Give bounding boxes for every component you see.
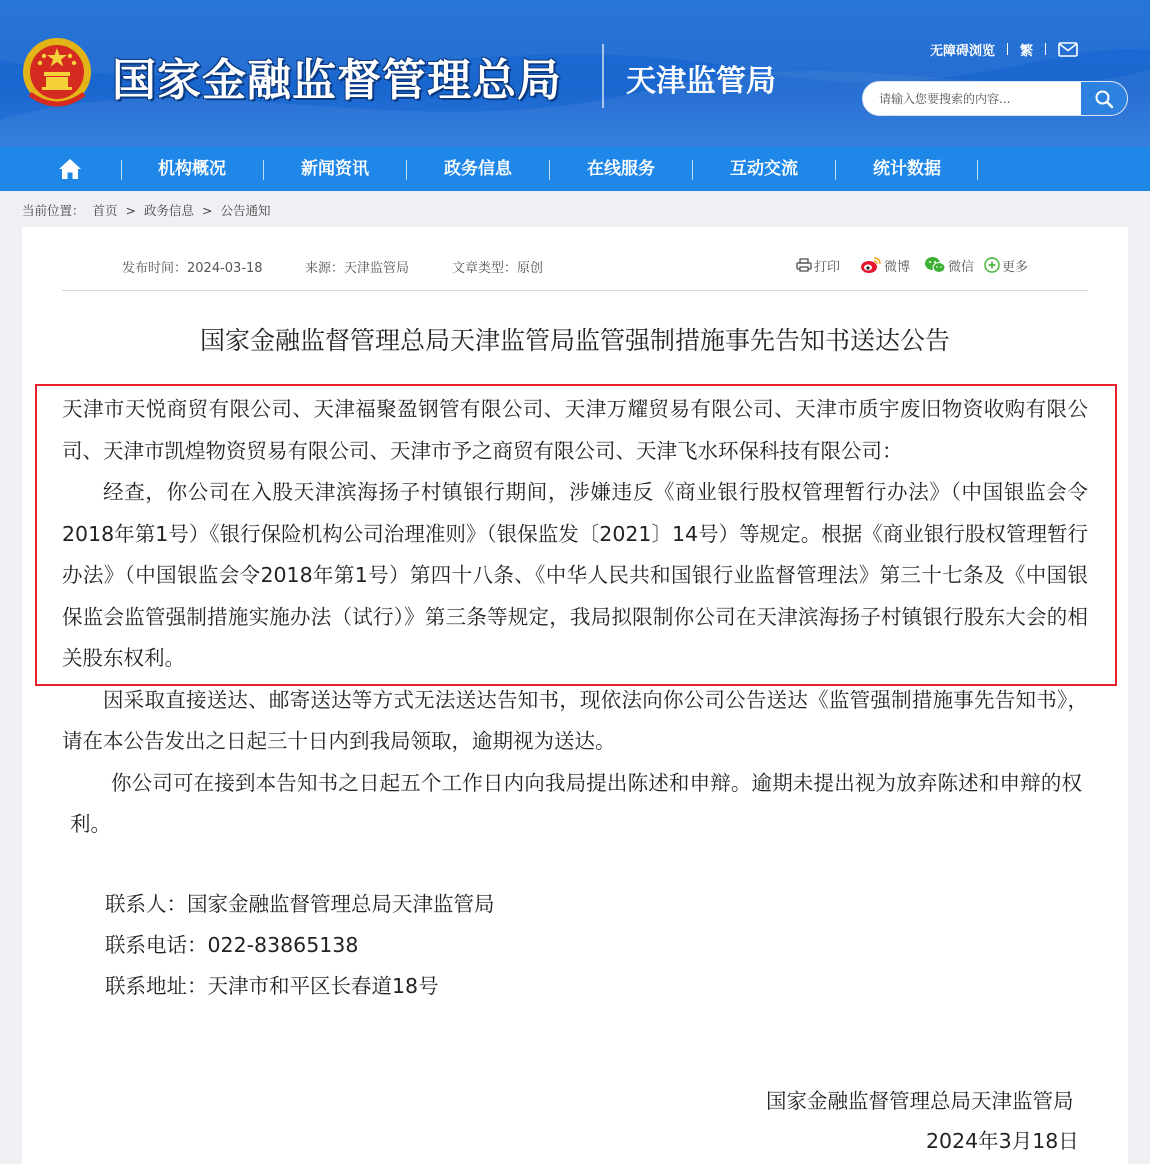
mail-icon[interactable] xyxy=(1058,42,1078,57)
national-emblem-icon xyxy=(20,34,94,112)
nav-item-news[interactable]: 新闻资讯 xyxy=(301,159,369,179)
contact-address: 联系地址：天津市和平区长春道18号 xyxy=(105,974,439,998)
wechat-label: 微信 xyxy=(948,259,975,275)
home-icon xyxy=(57,157,83,181)
more-share-button[interactable] xyxy=(984,256,1028,275)
breadcrumb xyxy=(22,201,274,219)
article-type: 文章类型：原创 xyxy=(452,261,544,276)
nav-separator xyxy=(977,160,978,180)
plus-circle-icon xyxy=(984,257,1000,273)
wechat-icon xyxy=(924,256,946,274)
weibo-label: 微博 xyxy=(884,259,911,275)
meta-divider xyxy=(62,290,1088,291)
publish-time: 发布时间：2024-03-18 xyxy=(122,261,263,276)
addressee-paragraph: 天津市天悦商贸有限公司、天津福聚盈钢管有限公司、天津万耀贸易有限公司、天津市质宇废旧物资收购有限公司、天津市凯煌物资贸易有限公司、天津市予之商贸有限公司、天津飞水环保科技有限公司： xyxy=(62,397,1088,463)
accessible-link[interactable]: 无障碍浏览 xyxy=(930,43,996,59)
nav-item-about[interactable]: 机构概况 xyxy=(158,159,226,179)
print-button[interactable] xyxy=(796,256,840,275)
search-box xyxy=(862,81,1128,116)
more-label: 更多 xyxy=(1002,259,1029,275)
contact-person: 联系人：国家金融监督管理总局天津监管局 xyxy=(105,892,495,916)
site-sub-title: 天津监管局 xyxy=(626,64,776,99)
print-label: 打印 xyxy=(814,259,841,275)
site-header xyxy=(0,0,1150,147)
top-links xyxy=(930,38,1078,60)
article-body xyxy=(62,389,1088,846)
weibo-share-button[interactable] xyxy=(860,256,910,275)
nav-item-interaction[interactable]: 互动交流 xyxy=(730,159,798,179)
share-bar xyxy=(796,255,1038,275)
breadcrumb-separator: > xyxy=(201,203,213,218)
search-button[interactable] xyxy=(1081,82,1127,115)
delivery-paragraph: 因采取直接送达、邮寄送达等方式无法送达告知书，现依法向你公司公告送达《监管强制措施事先告知书》，请在本公告发出之日起三十日内到我局领取，逾期视为送达。 xyxy=(62,687,1088,753)
signature-date: 2024年3月18日 xyxy=(926,1129,1079,1153)
finding-paragraph: 经查，你公司在入股天津滨海扬子村镇银行期间，涉嫌违反《商业银行股权管理暂行办法》（中国银监会令2018年第1号）《银行保险机构公司治理准则》（银保监发〔2021〕14号）等规定。根据《商业银行股权管理暂行办法》（中国银监会令2018年第1号）第四十八条、《中华人民共和国银行业监督管理法》第三十七条及《中国银保监会监管强制措施实施办法（试行）》第三条等规定，我局拟限制你公司在天津滨海扬子村镇银行股东大会的相关股东权利。 xyxy=(62,480,1088,670)
printer-icon xyxy=(796,258,812,272)
weibo-icon xyxy=(860,256,882,274)
search-input[interactable] xyxy=(863,82,1083,115)
main-nav xyxy=(0,147,1150,191)
nav-home[interactable] xyxy=(48,155,92,183)
breadcrumb-home[interactable]: 首页 xyxy=(92,203,118,218)
title-divider xyxy=(602,44,604,108)
nav-item-statistics[interactable]: 统计数据 xyxy=(873,159,941,179)
nav-item-government-info[interactable]: 政务信息 xyxy=(444,159,512,179)
link-separator xyxy=(1045,43,1046,55)
wechat-share-button[interactable] xyxy=(924,256,974,275)
traditional-chinese-link[interactable]: 繁 xyxy=(1020,43,1034,59)
breadcrumb-government-info[interactable]: 政务信息 xyxy=(143,203,194,218)
breadcrumb-notices[interactable]: 公告通知 xyxy=(220,203,271,218)
article-title: 国家金融监督管理总局天津监管局监管强制措施事先告知书送达公告 xyxy=(199,326,950,355)
signature-org: 国家金融监督管理总局天津监管局 xyxy=(766,1089,1074,1113)
nav-item-online-service[interactable]: 在线服务 xyxy=(587,159,655,179)
article-panel xyxy=(22,227,1128,1164)
article-source: 来源：天津监管局 xyxy=(305,261,410,276)
appeal-paragraph: 你公司可在接到本告知书之日起五个工作日内向我局提出陈述和申辩。逾期未提出视为放弃陈述和申辩的权利。 xyxy=(70,770,1082,836)
link-separator xyxy=(1007,43,1008,55)
contact-phone: 联系电话：022-83865138 xyxy=(105,933,359,957)
breadcrumb-separator: > xyxy=(125,203,136,218)
site-title: 国家金融监督管理总局 xyxy=(112,55,562,106)
breadcrumb-prefix: 当前位置： xyxy=(22,203,85,218)
search-icon xyxy=(1094,89,1114,109)
